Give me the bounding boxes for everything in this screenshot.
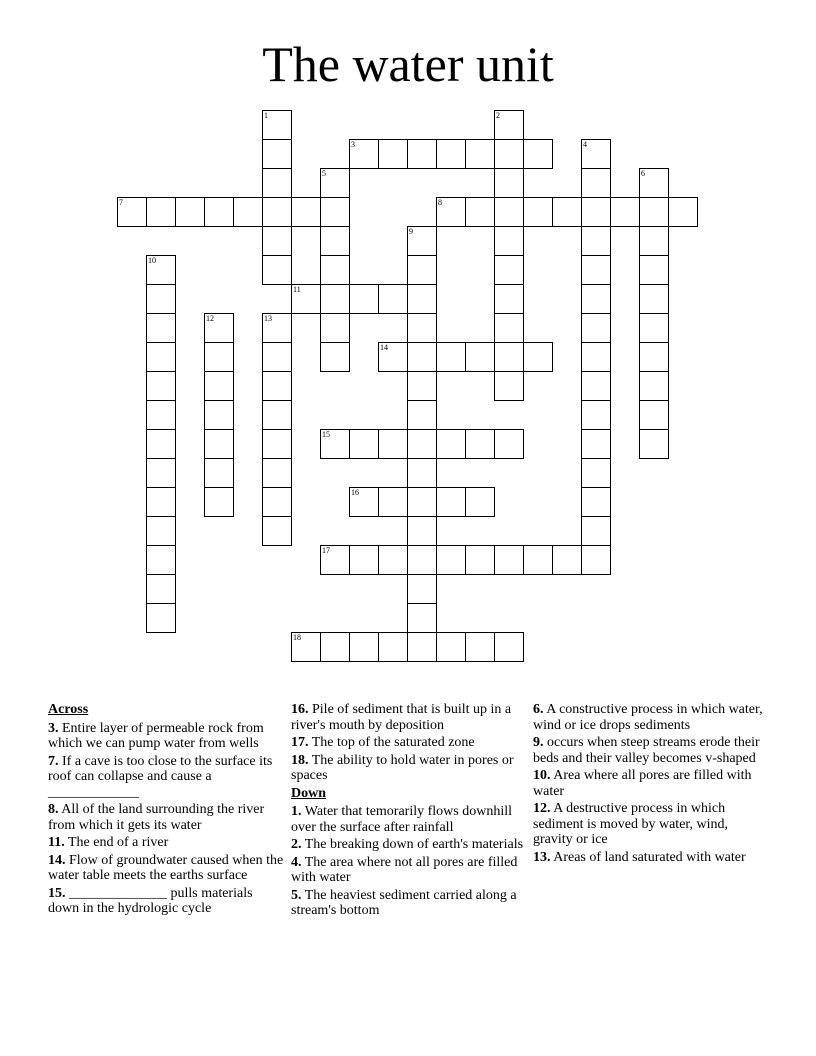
grid-cell[interactable] [494,110,524,140]
grid-cell[interactable] [465,342,495,372]
clue-text: The ability to hold water in pores or spaces [291,752,514,783]
grid-cell[interactable] [320,168,350,198]
grid-cell[interactable] [581,545,611,575]
grid-cell[interactable] [262,197,292,227]
clue-down [533,850,769,866]
clue-number: 13. [533,849,551,865]
grid-cell[interactable] [320,342,350,372]
clue-text: Water that temorarily flows downhill over the surface after rainfall [291,804,513,835]
grid-cell[interactable] [581,458,611,488]
grid-cell[interactable] [494,632,524,662]
grid-cell[interactable] [581,371,611,401]
clue-number: 3. [48,720,59,736]
clue-number: 14. [48,852,66,868]
clue-number: 15. [48,885,66,901]
grid-cell[interactable] [204,400,234,430]
grid-cell[interactable] [146,429,176,459]
clue-number: 6. [533,702,544,717]
grid-cell[interactable] [320,284,350,314]
cell-number: 3 [351,140,355,149]
clue-across [291,753,527,784]
grid-cell[interactable] [494,429,524,459]
grid-cell[interactable] [407,458,437,488]
grid-cell[interactable] [581,516,611,546]
clue-across [291,702,527,733]
grid-cell[interactable] [204,313,234,343]
grid-cell[interactable] [639,197,669,227]
grid-cell[interactable] [204,342,234,372]
grid-cell[interactable] [407,313,437,343]
cell-number: 17 [322,546,330,555]
clue-down [533,768,769,799]
grid-cell[interactable] [494,197,524,227]
grid-cell[interactable] [378,429,408,459]
grid-cell[interactable] [320,197,350,227]
grid-cell[interactable] [581,197,611,227]
grid-cell[interactable] [146,284,176,314]
grid-cell[interactable] [581,342,611,372]
grid-cell[interactable] [204,487,234,517]
clue-number: 1. [291,804,302,819]
clue-text: Area where all pores are filled with water [533,768,752,799]
clue-number: 4. [291,854,302,870]
grid-cell[interactable] [552,545,582,575]
grid-cell[interactable] [436,545,466,575]
grid-cell[interactable] [407,139,437,169]
grid-cell[interactable] [639,342,669,372]
cell-number: 6 [641,169,645,178]
cell-number: 16 [351,488,359,497]
clue-text: The area where not all pores are filled with water [291,854,518,885]
cell-number: 7 [119,198,123,207]
grid-cell[interactable] [349,632,379,662]
clue-down [291,888,527,919]
cell-number: 18 [293,633,301,642]
grid-cell[interactable] [349,545,379,575]
clue-number: 11. [48,835,65,850]
grid-cell[interactable] [494,168,524,198]
grid-cell[interactable] [262,313,292,343]
grid-cell[interactable] [639,284,669,314]
cell-number: 11 [293,285,301,294]
grid-cell[interactable] [494,255,524,285]
clue-text: occurs when steep streams erode their beds and their valley becomes v-shaped [533,735,760,766]
clue-text: All of the land surrounding the river from which it gets its water [48,802,265,833]
grid-cell[interactable] [146,313,176,343]
grid-cell[interactable] [146,545,176,575]
grid-cell[interactable] [378,545,408,575]
grid-cell[interactable] [262,516,292,546]
grid-cell[interactable] [494,342,524,372]
grid-cell[interactable] [436,632,466,662]
grid-cell[interactable] [407,255,437,285]
grid-cell[interactable] [465,487,495,517]
clue-number: 17. [291,735,309,750]
clue-text: A destructive process in which sediment is moved by water, wind, gravity or ice [533,801,729,847]
grid-cell[interactable] [639,400,669,430]
clue-text: Pile of sediment that is built up in a river's mouth by deposition [291,702,512,733]
clue-down [533,801,769,848]
grid-cell[interactable] [262,400,292,430]
clue-across [48,802,284,833]
clue-number: 2. [291,837,302,852]
clue-number: 12. [533,801,551,816]
clue-text: If a cave is too close to the surface its roof can collapse and cause a _____________ [48,753,273,800]
grid-cell[interactable] [610,197,640,227]
grid-cell[interactable] [581,226,611,256]
grid-cell[interactable] [407,603,437,633]
grid-cell[interactable] [407,574,437,604]
grid-cell[interactable] [320,255,350,285]
grid-cell[interactable] [262,226,292,256]
clue-number: 18. [291,752,309,768]
cell-number: 8 [438,198,442,207]
grid-cell[interactable] [146,255,176,285]
clue-column-3 [533,702,769,867]
grid-cell[interactable] [436,139,466,169]
clue-across [48,886,284,917]
cell-number: 9 [409,227,413,236]
grid-cell[interactable] [407,400,437,430]
clue-column-2 [291,702,527,921]
grid-cell[interactable] [465,545,495,575]
grid-cell[interactable] [494,313,524,343]
grid-cell[interactable] [262,458,292,488]
grid-cell[interactable] [262,168,292,198]
grid-cell[interactable] [291,284,321,314]
grid-cell[interactable] [668,197,698,227]
cell-number: 15 [322,430,330,439]
grid-cell[interactable] [407,632,437,662]
cell-number: 5 [322,169,326,178]
grid-cell[interactable] [146,342,176,372]
grid-cell[interactable] [436,487,466,517]
clue-column-1 [48,702,284,919]
grid-cell[interactable] [262,371,292,401]
clue-text: The top of the saturated zone [308,735,475,750]
grid-cell[interactable] [494,139,524,169]
grid-cell[interactable] [320,632,350,662]
grid-cell[interactable] [581,313,611,343]
grid-cell[interactable] [204,429,234,459]
grid-cell[interactable] [349,284,379,314]
clue-across [291,735,527,751]
grid-cell[interactable] [523,342,553,372]
grid-cell[interactable] [378,487,408,517]
grid-cell[interactable] [465,139,495,169]
grid-cell[interactable] [349,487,379,517]
cell-number: 14 [380,343,388,352]
grid-cell[interactable] [465,632,495,662]
clue-number: 5. [291,887,302,903]
clue-text: ______________ pulls materials down in the hydrologic cycle [48,885,253,916]
grid-cell[interactable] [407,487,437,517]
across-heading: Across [48,702,89,717]
grid-cell[interactable] [349,139,379,169]
grid-cell[interactable] [262,255,292,285]
grid-cell[interactable] [378,139,408,169]
grid-cell[interactable] [581,255,611,285]
clue-number: 9. [533,735,544,750]
clue-across [48,853,284,884]
clue-down [291,837,527,853]
grid-cell[interactable] [407,516,437,546]
grid-cell[interactable] [262,429,292,459]
grid-cell[interactable] [175,197,205,227]
grid-cell[interactable] [146,516,176,546]
clue-text: The heaviest sediment carried along a stream's bottom [291,887,517,918]
grid-cell[interactable] [320,313,350,343]
grid-cell[interactable] [117,197,147,227]
grid-cell[interactable] [494,226,524,256]
grid-cell[interactable] [320,226,350,256]
clue-down [291,855,527,886]
grid-cell[interactable] [581,139,611,169]
grid-cell[interactable] [436,342,466,372]
clue-number: 8. [48,802,59,817]
grid-cell[interactable] [523,197,553,227]
grid-cell[interactable] [639,226,669,256]
grid-cell[interactable] [349,429,379,459]
grid-cell[interactable] [581,168,611,198]
grid-cell[interactable] [552,197,582,227]
clue-text: Areas of land saturated with water [550,849,746,865]
clue-text: Entire layer of permeable rock from which we can pump water from wells [48,720,264,751]
clue-number: 16. [291,702,309,717]
grid-cell[interactable] [407,226,437,256]
grid-cell[interactable] [639,371,669,401]
grid-cell[interactable] [494,284,524,314]
grid-cell[interactable] [407,371,437,401]
grid-cell[interactable] [639,429,669,459]
grid-cell[interactable] [262,139,292,169]
cell-number: 1 [264,111,268,120]
down-heading: Down [291,785,327,801]
grid-cell[interactable] [523,139,553,169]
cell-number: 13 [264,314,272,323]
page-title: The water unit [262,36,554,92]
grid-cell[interactable] [407,429,437,459]
grid-cell[interactable] [494,545,524,575]
grid-cell[interactable] [146,458,176,488]
clue-down [533,702,769,733]
clue-across [48,721,284,752]
cell-number: 12 [206,314,214,323]
clue-down [533,735,769,766]
grid-cell[interactable] [639,168,669,198]
grid-cell[interactable] [494,371,524,401]
grid-cell[interactable] [465,197,495,227]
grid-cell[interactable] [146,371,176,401]
grid-cell[interactable] [146,197,176,227]
grid-cell[interactable] [581,429,611,459]
clue-text: The end of a river [64,835,169,850]
grid-cell[interactable] [407,284,437,314]
grid-cell[interactable] [262,110,292,140]
grid-cell[interactable] [291,197,321,227]
grid-cell[interactable] [378,632,408,662]
grid-cell[interactable] [320,545,350,575]
grid-cell[interactable] [523,545,553,575]
clue-across [48,754,284,801]
grid-cell[interactable] [262,342,292,372]
cell-number: 2 [496,111,500,120]
grid-cell[interactable] [233,197,263,227]
clue-number: 10. [533,768,551,783]
grid-cell[interactable] [581,487,611,517]
grid-cell[interactable] [407,342,437,372]
grid-cell[interactable] [146,400,176,430]
grid-cell[interactable] [581,400,611,430]
cell-number: 4 [583,140,587,149]
clue-down [291,804,527,835]
clue-text: The breaking down of earth's materials [301,837,524,852]
grid-cell[interactable] [378,342,408,372]
grid-cell[interactable] [146,603,176,633]
clue-number: 7. [48,753,59,769]
grid-cell[interactable] [320,429,350,459]
grid-cell[interactable] [291,632,321,662]
clue-text: Flow of groundwater caused when the water table meets the earths surface [48,852,284,883]
grid-cell[interactable] [639,313,669,343]
grid-cell[interactable] [407,545,437,575]
grid-cell[interactable] [436,429,466,459]
cell-number: 10 [148,256,156,265]
grid-cell[interactable] [146,487,176,517]
clue-across [48,835,284,851]
grid-cell[interactable] [465,429,495,459]
grid-cell[interactable] [262,487,292,517]
grid-cell[interactable] [639,255,669,285]
clue-text: A constructive process in which water, wind or ice drops sediments [533,702,763,733]
grid-cell[interactable] [146,574,176,604]
grid-cell[interactable] [436,197,466,227]
grid-cell[interactable] [204,197,234,227]
grid-cell[interactable] [581,284,611,314]
grid-cell[interactable] [204,458,234,488]
grid-cell[interactable] [378,284,408,314]
grid-cell[interactable] [204,371,234,401]
